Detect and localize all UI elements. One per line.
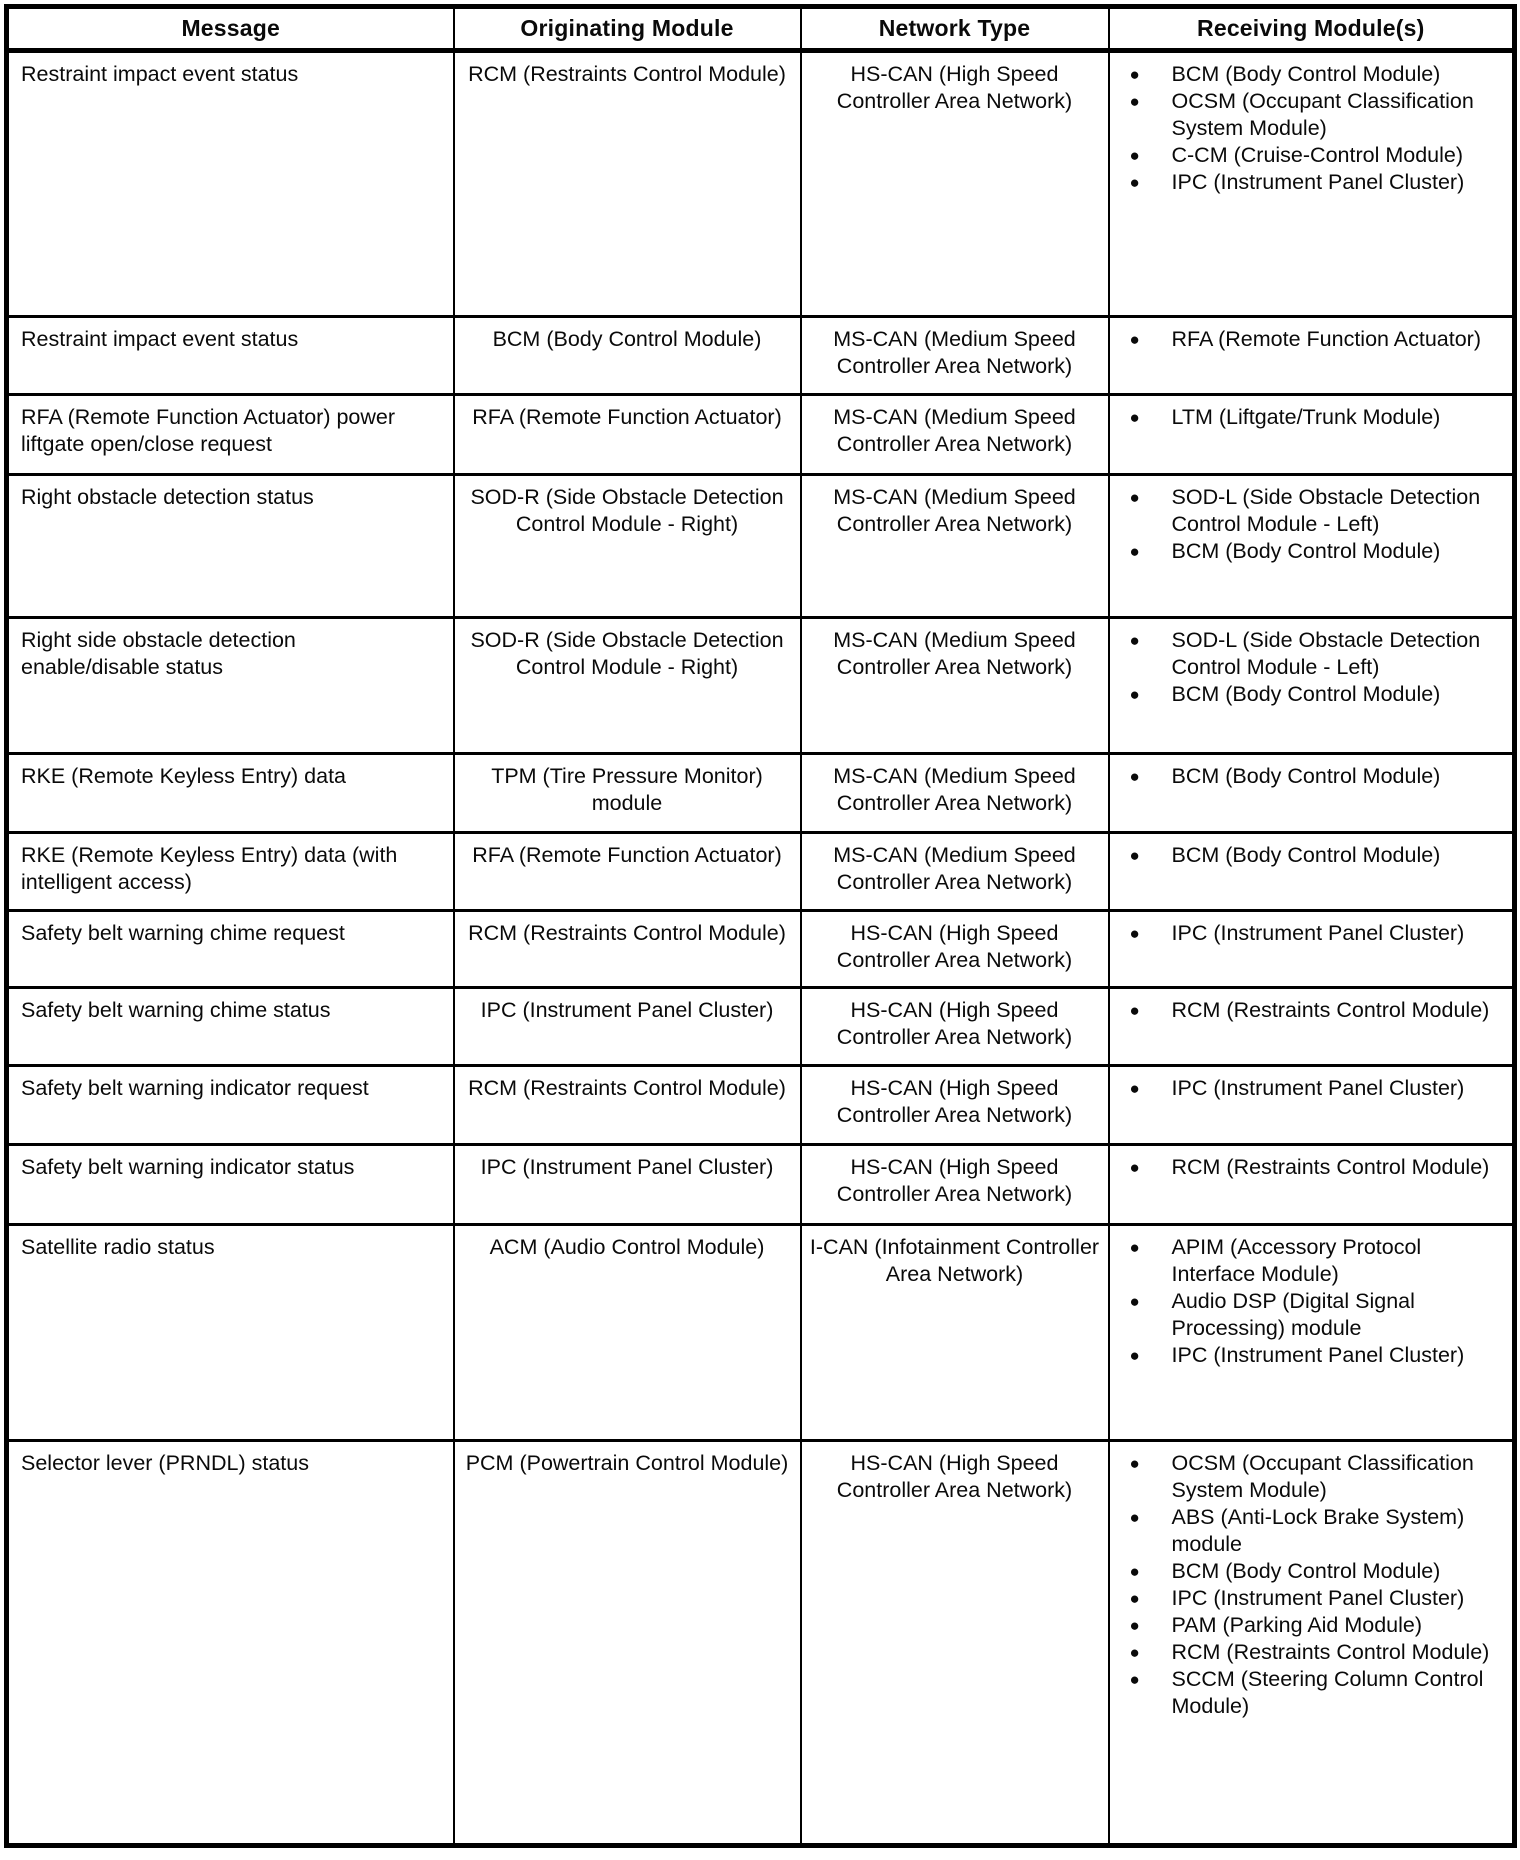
message-cell: Safety belt warning chime status bbox=[7, 988, 454, 1066]
originating-module-cell: RCM (Restraints Control Module) bbox=[454, 911, 801, 988]
originating-module-cell: RFA (Remote Function Actuator) bbox=[454, 395, 801, 475]
receiving-modules-cell bbox=[1109, 833, 1515, 911]
originating-module-cell: ACM (Audio Control Module) bbox=[454, 1225, 801, 1441]
receiving-module-item bbox=[1120, 1288, 1507, 1342]
table-row bbox=[7, 1441, 1515, 1846]
receiving-module-item bbox=[1120, 1612, 1507, 1639]
table-row bbox=[7, 833, 1515, 911]
receiving-module-item bbox=[1120, 1558, 1507, 1585]
receiving-module-item bbox=[1120, 326, 1507, 353]
receiving-module-item bbox=[1120, 484, 1507, 538]
table-row bbox=[7, 754, 1515, 833]
bullet-icon: ● bbox=[1129, 1346, 1140, 1365]
receiving-module-label: PAM (Parking Aid Module) bbox=[1171, 1613, 1423, 1637]
message-cell: Safety belt warning indicator status bbox=[7, 1145, 454, 1225]
receiving-module-item bbox=[1120, 1342, 1507, 1369]
receiving-module-item bbox=[1120, 1234, 1507, 1288]
column-header-receiving-modules: Receiving Module(s) bbox=[1109, 7, 1515, 51]
message-cell: Restraint impact event status bbox=[7, 51, 454, 317]
receiving-module-label: BCM (Body Control Module) bbox=[1171, 62, 1441, 86]
message-cell: Satellite radio status bbox=[7, 1225, 454, 1441]
message-cell: Right side obstacle detection enable/disable status bbox=[7, 618, 454, 754]
bullet-icon: ● bbox=[1129, 631, 1140, 650]
receiving-module-item bbox=[1120, 169, 1507, 196]
table-row bbox=[7, 317, 1515, 395]
message-cell: RFA (Remote Function Actuator) power liftgate open/close request bbox=[7, 395, 454, 475]
originating-module-cell: PCM (Powertrain Control Module) bbox=[454, 1441, 801, 1846]
receiving-module-label: BCM (Body Control Module) bbox=[1171, 682, 1441, 706]
bullet-icon: ● bbox=[1129, 65, 1140, 84]
network-type-cell: HS-CAN (High Speed Controller Area Network) bbox=[801, 911, 1109, 988]
network-type-cell: HS-CAN (High Speed Controller Area Network) bbox=[801, 1441, 1109, 1846]
receiving-modules-cell bbox=[1109, 911, 1515, 988]
message-cell: Right obstacle detection status bbox=[7, 475, 454, 618]
receiving-module-label: IPC (Instrument Panel Cluster) bbox=[1171, 921, 1465, 945]
receiving-module-label: APIM (Accessory Protocol Interface Module) bbox=[1171, 1235, 1422, 1286]
bullet-icon: ● bbox=[1129, 767, 1140, 786]
network-type-cell: MS-CAN (Medium Speed Controller Area Network) bbox=[801, 475, 1109, 618]
bullet-icon: ● bbox=[1129, 846, 1140, 865]
bullet-icon: ● bbox=[1129, 1562, 1140, 1581]
table-row bbox=[7, 475, 1515, 618]
network-type-cell: MS-CAN (Medium Speed Controller Area Network) bbox=[801, 833, 1109, 911]
receiving-module-label: IPC (Instrument Panel Cluster) bbox=[1171, 170, 1465, 194]
table-row bbox=[7, 51, 1515, 317]
receiving-module-label: OCSM (Occupant Classification System Module) bbox=[1171, 89, 1474, 140]
receiving-module-item bbox=[1120, 627, 1507, 681]
receiving-module-item bbox=[1120, 1585, 1507, 1612]
header-row bbox=[7, 7, 1515, 51]
bullet-icon: ● bbox=[1129, 92, 1140, 111]
receiving-module-label: IPC (Instrument Panel Cluster) bbox=[1171, 1076, 1465, 1100]
network-type-cell: HS-CAN (High Speed Controller Area Network) bbox=[801, 51, 1109, 317]
message-cell: Selector lever (PRNDL) status bbox=[7, 1441, 454, 1846]
column-header-originating-module: Originating Module bbox=[454, 7, 801, 51]
bullet-icon: ● bbox=[1129, 542, 1140, 561]
table-row bbox=[7, 395, 1515, 475]
receiving-module-label: LTM (Liftgate/Trunk Module) bbox=[1171, 405, 1441, 429]
bullet-icon: ● bbox=[1129, 1616, 1140, 1635]
table-row bbox=[7, 911, 1515, 988]
network-type-cell: MS-CAN (Medium Speed Controller Area Network) bbox=[801, 618, 1109, 754]
originating-module-cell: TPM (Tire Pressure Monitor) module bbox=[454, 754, 801, 833]
bullet-icon: ● bbox=[1129, 1292, 1140, 1311]
table-row bbox=[7, 1066, 1515, 1145]
network-type-cell: I-CAN (Infotainment Controller Area Network) bbox=[801, 1225, 1109, 1441]
table-row bbox=[7, 1225, 1515, 1441]
message-cell: Restraint impact event status bbox=[7, 317, 454, 395]
receiving-module-label: BCM (Body Control Module) bbox=[1171, 764, 1441, 788]
column-header-network-type: Network Type bbox=[801, 7, 1109, 51]
bullet-icon: ● bbox=[1129, 173, 1140, 192]
bullet-icon: ● bbox=[1129, 685, 1140, 704]
receiving-module-item bbox=[1120, 1075, 1507, 1102]
receiving-module-item bbox=[1120, 842, 1507, 869]
originating-module-cell: SOD-R (Side Obstacle Detection Control Module - Right) bbox=[454, 618, 801, 754]
receiving-module-label: SOD-L (Side Obstacle Detection Control Module - Left) bbox=[1171, 485, 1481, 536]
bullet-icon: ● bbox=[1129, 1643, 1140, 1662]
receiving-module-item bbox=[1120, 1504, 1507, 1558]
network-type-cell: MS-CAN (Medium Speed Controller Area Network) bbox=[801, 754, 1109, 833]
receiving-module-label: Audio DSP (Digital Signal Processing) module bbox=[1171, 1289, 1415, 1340]
bullet-icon: ● bbox=[1129, 408, 1140, 427]
table-body bbox=[7, 51, 1515, 1846]
table-header bbox=[7, 7, 1515, 51]
table-row bbox=[7, 618, 1515, 754]
table-row bbox=[7, 988, 1515, 1066]
receiving-modules-cell bbox=[1109, 1145, 1515, 1225]
bullet-icon: ● bbox=[1129, 1508, 1140, 1527]
receiving-module-item bbox=[1120, 1666, 1507, 1720]
table-row bbox=[7, 1145, 1515, 1225]
receiving-module-label: IPC (Instrument Panel Cluster) bbox=[1171, 1343, 1465, 1367]
receiving-modules-cell bbox=[1109, 395, 1515, 475]
receiving-modules-cell bbox=[1109, 317, 1515, 395]
receiving-module-item bbox=[1120, 763, 1507, 790]
receiving-modules-cell bbox=[1109, 1066, 1515, 1145]
receiving-modules-cell bbox=[1109, 475, 1515, 618]
receiving-modules-cell bbox=[1109, 1225, 1515, 1441]
originating-module-cell: BCM (Body Control Module) bbox=[454, 317, 801, 395]
originating-module-cell: RFA (Remote Function Actuator) bbox=[454, 833, 801, 911]
receiving-module-item bbox=[1120, 1450, 1507, 1504]
bullet-icon: ● bbox=[1129, 1589, 1140, 1608]
receiving-module-label: ABS (Anti-Lock Brake System) module bbox=[1171, 1505, 1465, 1556]
bullet-icon: ● bbox=[1129, 488, 1140, 507]
receiving-module-label: BCM (Body Control Module) bbox=[1171, 843, 1441, 867]
network-type-cell: MS-CAN (Medium Speed Controller Area Network) bbox=[801, 317, 1109, 395]
network-type-cell: HS-CAN (High Speed Controller Area Network) bbox=[801, 988, 1109, 1066]
receiving-module-item bbox=[1120, 142, 1507, 169]
receiving-module-label: RCM (Restraints Control Module) bbox=[1171, 1640, 1490, 1664]
receiving-modules-cell bbox=[1109, 618, 1515, 754]
receiving-module-item bbox=[1120, 538, 1507, 565]
receiving-module-item bbox=[1120, 920, 1507, 947]
receiving-module-item bbox=[1120, 997, 1507, 1024]
originating-module-cell: IPC (Instrument Panel Cluster) bbox=[454, 988, 801, 1066]
bullet-icon: ● bbox=[1129, 146, 1140, 165]
originating-module-cell: SOD-R (Side Obstacle Detection Control Module - Right) bbox=[454, 475, 801, 618]
receiving-module-label: RCM (Restraints Control Module) bbox=[1171, 998, 1490, 1022]
message-cell: RKE (Remote Keyless Entry) data bbox=[7, 754, 454, 833]
bullet-icon: ● bbox=[1129, 1454, 1140, 1473]
receiving-modules-cell bbox=[1109, 1441, 1515, 1846]
receiving-module-label: BCM (Body Control Module) bbox=[1171, 1559, 1441, 1583]
receiving-module-label: RFA (Remote Function Actuator) bbox=[1171, 327, 1481, 351]
network-type-cell: HS-CAN (High Speed Controller Area Network) bbox=[801, 1145, 1109, 1225]
originating-module-cell: IPC (Instrument Panel Cluster) bbox=[454, 1145, 801, 1225]
receiving-module-item bbox=[1120, 681, 1507, 708]
bullet-icon: ● bbox=[1129, 1001, 1140, 1020]
receiving-module-item bbox=[1120, 1639, 1507, 1666]
network-type-cell: MS-CAN (Medium Speed Controller Area Network) bbox=[801, 395, 1109, 475]
originating-module-cell: RCM (Restraints Control Module) bbox=[454, 1066, 801, 1145]
receiving-module-label: BCM (Body Control Module) bbox=[1171, 539, 1441, 563]
bullet-icon: ● bbox=[1129, 924, 1140, 943]
receiving-module-label: RCM (Restraints Control Module) bbox=[1171, 1155, 1490, 1179]
bullet-icon: ● bbox=[1129, 1158, 1140, 1177]
originating-module-cell: RCM (Restraints Control Module) bbox=[454, 51, 801, 317]
receiving-module-label: IPC (Instrument Panel Cluster) bbox=[1171, 1586, 1465, 1610]
message-cell: Safety belt warning chime request bbox=[7, 911, 454, 988]
bullet-icon: ● bbox=[1129, 1238, 1140, 1257]
receiving-module-item bbox=[1120, 88, 1507, 142]
receiving-module-label: SCCM (Steering Column Control Module) bbox=[1171, 1667, 1484, 1718]
message-cell: Safety belt warning indicator request bbox=[7, 1066, 454, 1145]
receiving-modules-cell bbox=[1109, 754, 1515, 833]
receiving-module-item bbox=[1120, 61, 1507, 88]
receiving-modules-cell bbox=[1109, 988, 1515, 1066]
receiving-module-label: C-CM (Cruise-Control Module) bbox=[1171, 143, 1463, 167]
bullet-icon: ● bbox=[1129, 1670, 1140, 1689]
receiving-module-label: OCSM (Occupant Classification System Module) bbox=[1171, 1451, 1474, 1502]
bullet-icon: ● bbox=[1129, 330, 1140, 349]
receiving-module-item bbox=[1120, 404, 1507, 431]
receiving-modules-cell bbox=[1109, 51, 1515, 317]
message-routing-table bbox=[4, 4, 1517, 1848]
message-cell: RKE (Remote Keyless Entry) data (with intelligent access) bbox=[7, 833, 454, 911]
receiving-module-label: SOD-L (Side Obstacle Detection Control Module - Left) bbox=[1171, 628, 1481, 679]
bullet-icon: ● bbox=[1129, 1079, 1140, 1098]
network-type-cell: HS-CAN (High Speed Controller Area Network) bbox=[801, 1066, 1109, 1145]
column-header-message: Message bbox=[7, 7, 454, 51]
receiving-module-item bbox=[1120, 1154, 1507, 1181]
